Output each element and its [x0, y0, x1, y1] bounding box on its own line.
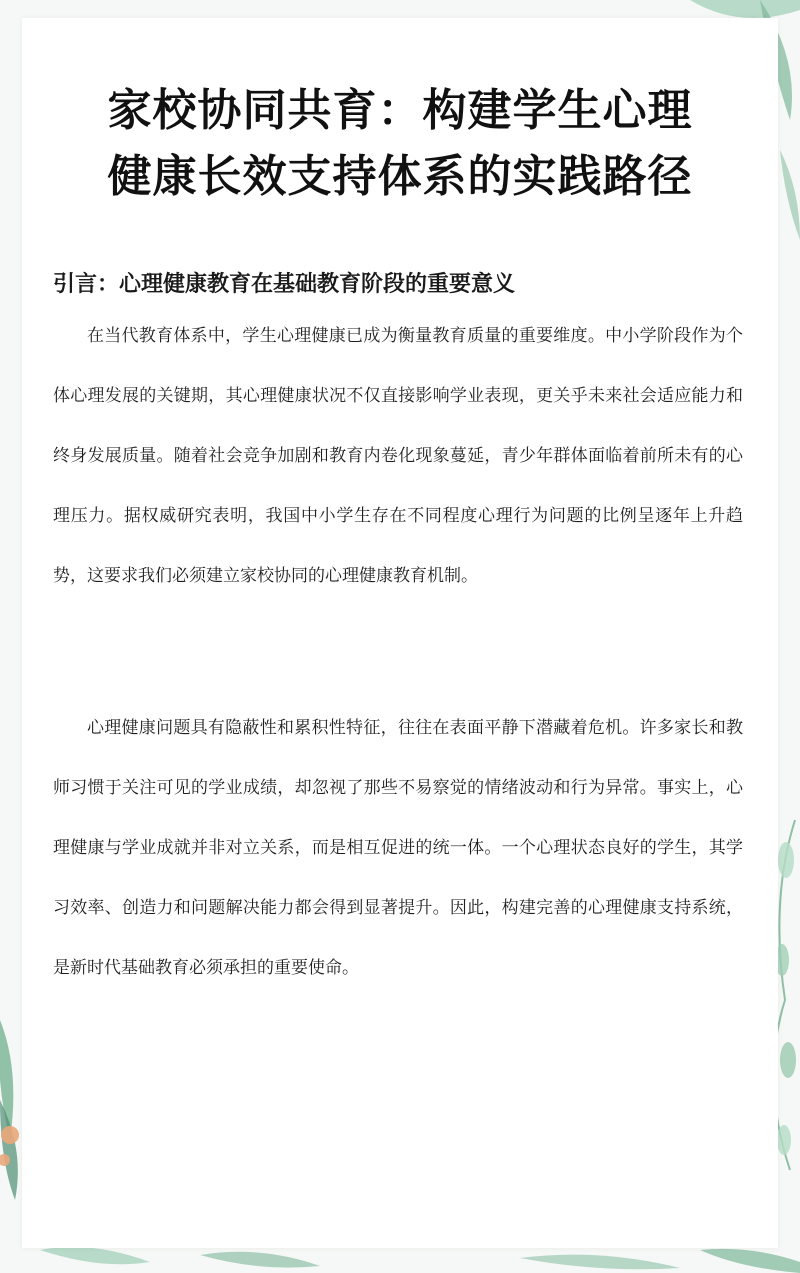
- page-title: [22, 78, 778, 210]
- title-line-1: 家校协同共育：构建学生心理: [107, 85, 693, 136]
- body-paragraph-1: 在当代教育体系中，学生心理健康已成为衡量教育质量的重要维度。中小学阶段作为个体心理发展的关键期，其心理健康状况不仅直接影响学业表现，更关乎未来社会适应能力和终身发展质量。随着社会竞争加剧和教育内卷化现象蔓延，青少年群体面临着前所未有的心理压力。据权威研究表明，我国中小学生存在不同程度心理行为问题的比例呈逐年上升趋势，这要求我们必须建立家校协同的心理健康教育机制。: [53, 326, 743, 586]
- section-heading: 引言：心理健康教育在基础教育阶段的重要意义: [53, 272, 516, 297]
- leaf-icon: [0, 1020, 19, 1200]
- article-card: [22, 18, 778, 1248]
- title-line-2: 健康长效支持体系的实践路径: [107, 151, 693, 202]
- leaf-icon: [40, 1247, 800, 1273]
- body-paragraph-2: 心理健康问题具有隐蔽性和累积性特征，往往在表面平静下潜藏着危机。许多家长和教师习惯于关注可见的学业成绩，却忽视了那些不易察觉的情绪波动和行为异常。事实上，心理健康与学业成就并非对立关系，而是相互促进的统一体。一个心理状态良好的学生，其学习效率、创造力和问题解决能力都会得到显著提升。因此，构建完善的心理健康支持系统，是新时代基础教育必须承担的重要使命。: [53, 718, 743, 978]
